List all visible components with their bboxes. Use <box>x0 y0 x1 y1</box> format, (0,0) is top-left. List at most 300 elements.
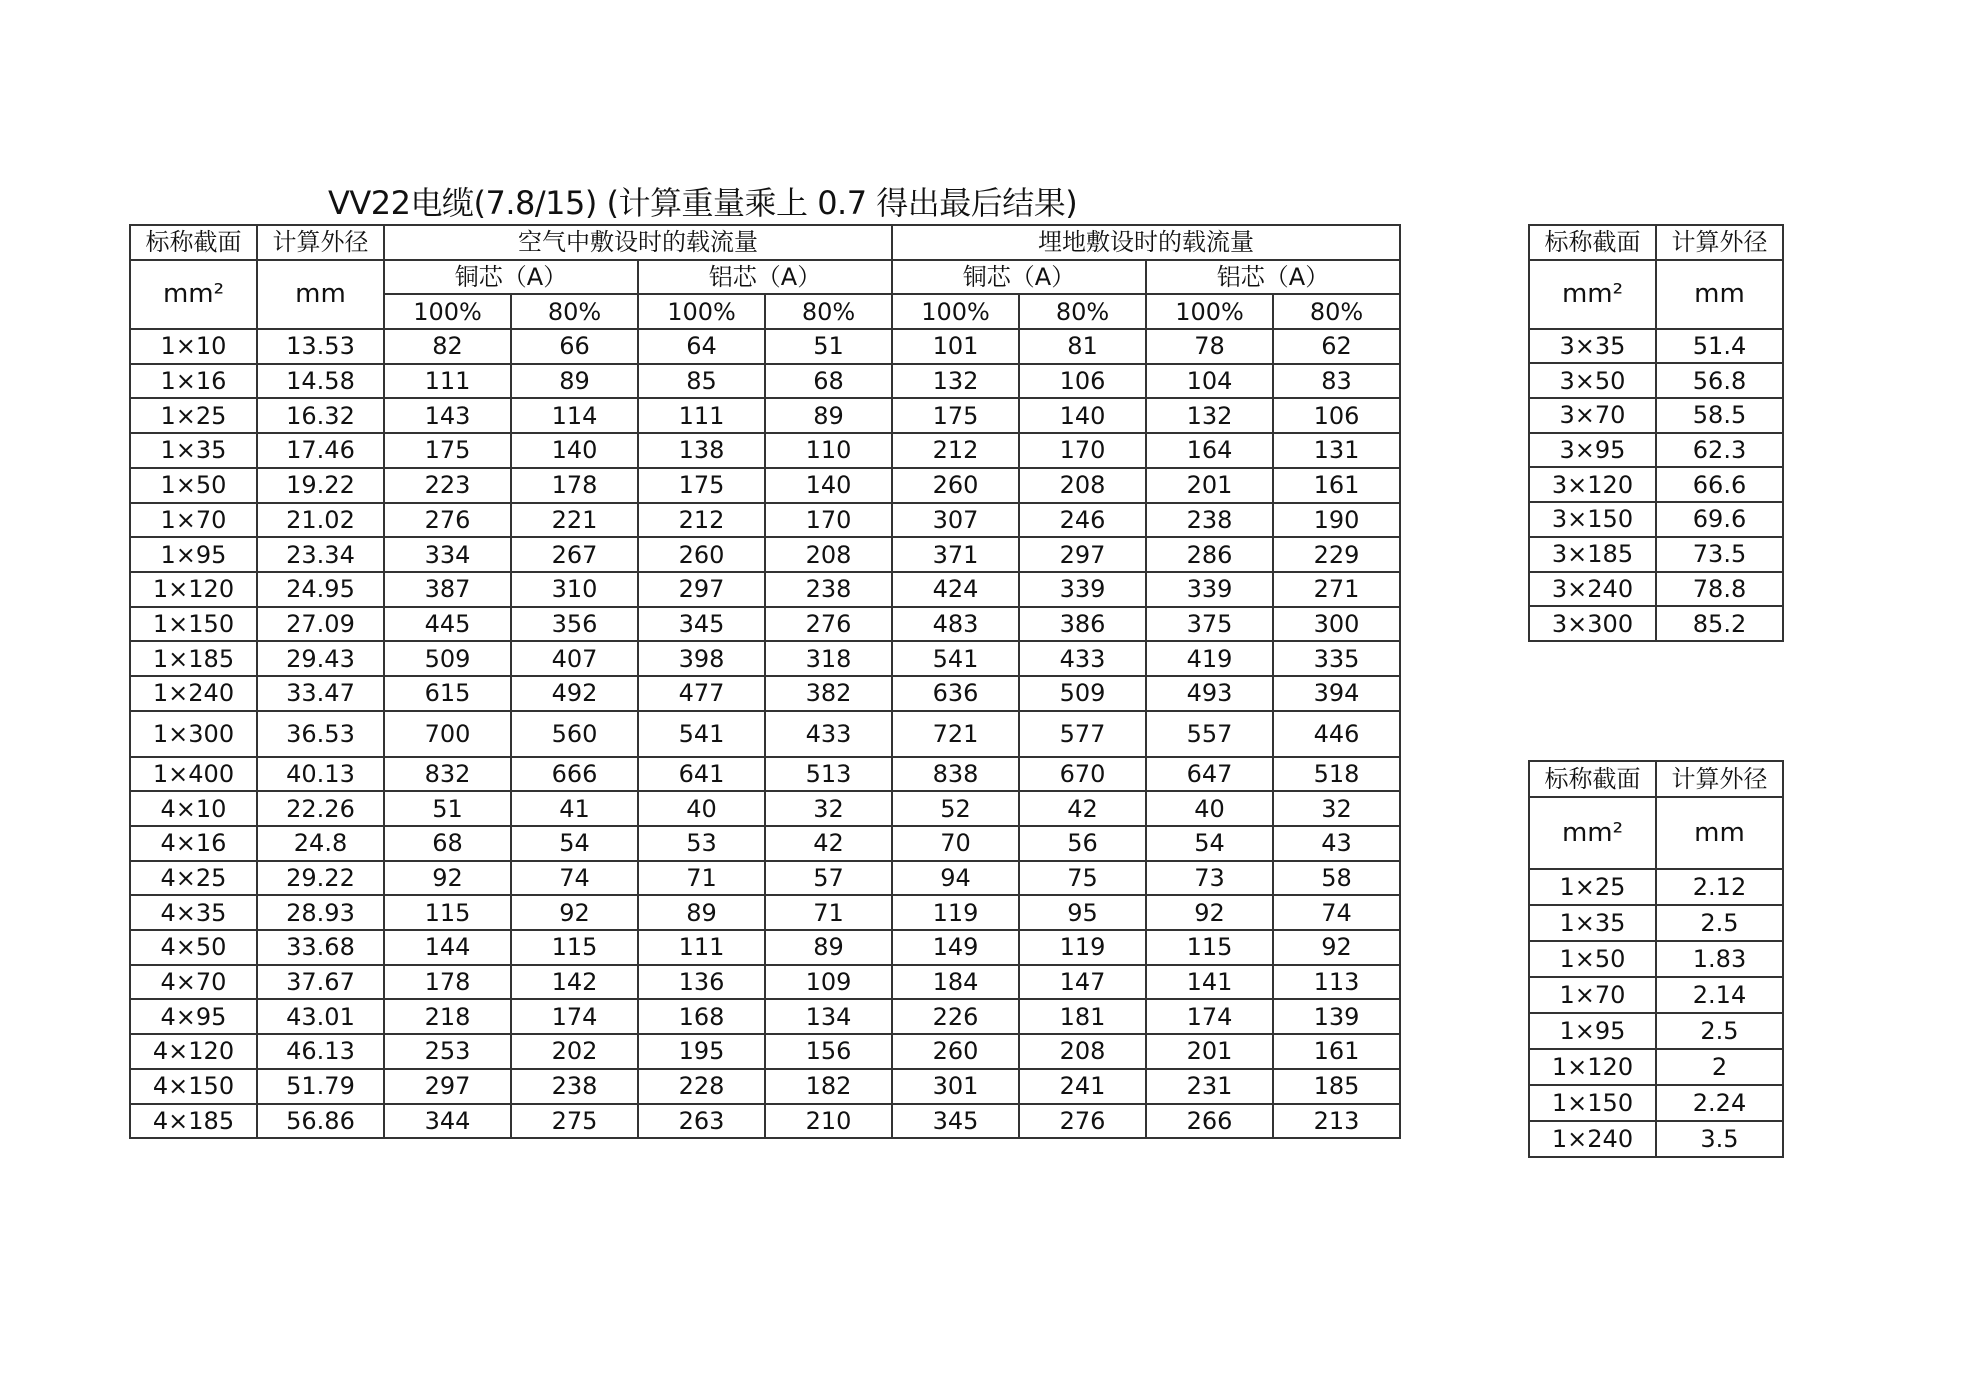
cell-ground-al-80: 139 <box>1273 999 1400 1034</box>
cell-ground-cu-80: 577 <box>1019 711 1146 757</box>
cell-ground-al-100: 375 <box>1146 607 1273 642</box>
table-row <box>1529 572 1783 607</box>
table-row <box>1529 905 1783 941</box>
cell-section: 3×185 <box>1529 537 1656 572</box>
cell-air-cu-80: 142 <box>511 965 638 1000</box>
cell-section: 3×120 <box>1529 467 1656 502</box>
side1-header-row <box>1529 225 1783 260</box>
cell-ground-cu-100: 636 <box>892 676 1019 711</box>
cell-section: 1×25 <box>130 398 257 433</box>
cell-air-al-100: 641 <box>638 757 765 792</box>
cell-air-cu-80: 89 <box>511 364 638 399</box>
cell-air-cu-100: 178 <box>384 965 511 1000</box>
cell-air-al-80: 170 <box>765 503 892 538</box>
cell-air-cu-80: 202 <box>511 1034 638 1069</box>
cell-section: 1×150 <box>1529 1085 1656 1121</box>
cell-air-cu-100: 143 <box>384 398 511 433</box>
cell-diameter: 2.24 <box>1656 1085 1783 1121</box>
cell-air-al-100: 477 <box>638 676 765 711</box>
table-row <box>1529 941 1783 977</box>
pct-80: 80% <box>1019 294 1146 329</box>
cell-ground-cu-80: 433 <box>1019 641 1146 676</box>
cell-diameter: 33.68 <box>257 930 384 965</box>
cell-ground-cu-80: 140 <box>1019 398 1146 433</box>
cell-ground-al-80: 185 <box>1273 1069 1400 1104</box>
cell-air-al-80: 208 <box>765 537 892 572</box>
cell-air-al-80: 513 <box>765 757 892 792</box>
cell-section: 1×95 <box>130 537 257 572</box>
cell-section: 1×150 <box>130 607 257 642</box>
cell-air-al-100: 111 <box>638 930 765 965</box>
cell-air-al-80: 57 <box>765 861 892 896</box>
cell-section: 3×240 <box>1529 572 1656 607</box>
page-title: VV22电缆(7.8/15) (计算重量乘上 0.7 得出最后结果) <box>328 184 1078 222</box>
table-row <box>1529 398 1783 433</box>
cell-air-al-80: 140 <box>765 468 892 503</box>
cell-section: 1×120 <box>1529 1049 1656 1085</box>
cell-air-cu-80: 666 <box>511 757 638 792</box>
cell-ground-al-100: 231 <box>1146 1069 1273 1104</box>
cell-air-al-80: 51 <box>765 329 892 364</box>
table-row <box>130 468 1400 503</box>
side2-unit-row <box>1529 797 1783 869</box>
cell-air-cu-100: 700 <box>384 711 511 757</box>
pct-100: 100% <box>1146 294 1273 329</box>
cell-diameter: 2.14 <box>1656 977 1783 1013</box>
header-ground-group: 埋地敷设时的载流量 <box>892 225 1400 260</box>
cell-air-al-80: 71 <box>765 895 892 930</box>
cell-ground-al-100: 266 <box>1146 1104 1273 1139</box>
cell-diameter: 69.6 <box>1656 502 1783 537</box>
pct-100: 100% <box>892 294 1019 329</box>
table-row <box>1529 606 1783 641</box>
side1-header-section: 标称截面 <box>1529 225 1656 260</box>
cell-diameter: 17.46 <box>257 433 384 468</box>
cell-air-cu-80: 356 <box>511 607 638 642</box>
table-row <box>130 676 1400 711</box>
cell-ground-cu-80: 81 <box>1019 329 1146 364</box>
cell-air-cu-80: 492 <box>511 676 638 711</box>
cell-air-al-100: 138 <box>638 433 765 468</box>
table-row <box>130 711 1400 757</box>
cell-section: 1×35 <box>1529 905 1656 941</box>
cell-air-al-100: 64 <box>638 329 765 364</box>
cell-ground-al-80: 92 <box>1273 930 1400 965</box>
cell-ground-cu-80: 119 <box>1019 930 1146 965</box>
cell-air-al-100: 53 <box>638 826 765 861</box>
cell-ground-al-80: 43 <box>1273 826 1400 861</box>
table-row <box>130 826 1400 861</box>
cell-ground-cu-80: 181 <box>1019 999 1146 1034</box>
cell-ground-al-100: 493 <box>1146 676 1273 711</box>
cell-air-al-100: 541 <box>638 711 765 757</box>
cell-air-cu-80: 310 <box>511 572 638 607</box>
cell-section: 3×95 <box>1529 433 1656 468</box>
cell-section: 3×35 <box>1529 329 1656 364</box>
header-row-2 <box>130 260 1400 295</box>
table-row <box>130 757 1400 792</box>
cell-air-al-80: 318 <box>765 641 892 676</box>
cell-ground-cu-80: 386 <box>1019 607 1146 642</box>
cell-ground-cu-80: 208 <box>1019 468 1146 503</box>
cell-ground-cu-100: 345 <box>892 1104 1019 1139</box>
table-row <box>1529 467 1783 502</box>
table-row <box>130 537 1400 572</box>
table-row <box>130 641 1400 676</box>
cell-ground-cu-100: 175 <box>892 398 1019 433</box>
cell-ground-al-100: 104 <box>1146 364 1273 399</box>
cell-ground-al-100: 286 <box>1146 537 1273 572</box>
cell-ground-cu-80: 56 <box>1019 826 1146 861</box>
cell-diameter: 2.5 <box>1656 1013 1783 1049</box>
cell-ground-al-100: 238 <box>1146 503 1273 538</box>
cell-section: 1×35 <box>130 433 257 468</box>
cell-diameter: 85.2 <box>1656 606 1783 641</box>
pct-80: 80% <box>1273 294 1400 329</box>
cell-ground-cu-80: 339 <box>1019 572 1146 607</box>
cell-section: 1×70 <box>130 503 257 538</box>
cell-air-cu-80: 115 <box>511 930 638 965</box>
cell-ground-al-80: 300 <box>1273 607 1400 642</box>
cell-section: 1×16 <box>130 364 257 399</box>
cell-ground-al-80: 161 <box>1273 468 1400 503</box>
cell-air-al-100: 89 <box>638 895 765 930</box>
cell-ground-al-80: 32 <box>1273 791 1400 826</box>
cell-air-cu-80: 275 <box>511 1104 638 1139</box>
cell-ground-cu-100: 307 <box>892 503 1019 538</box>
side1-unit-section: mm² <box>1529 260 1656 329</box>
cell-air-cu-100: 111 <box>384 364 511 399</box>
side2-header-section: 标称截面 <box>1529 761 1656 797</box>
cell-ground-cu-80: 509 <box>1019 676 1146 711</box>
cell-diameter: 16.32 <box>257 398 384 433</box>
cell-air-al-80: 382 <box>765 676 892 711</box>
side1-unit-row <box>1529 260 1783 329</box>
table-row <box>130 791 1400 826</box>
pct-80: 80% <box>511 294 638 329</box>
cell-air-al-80: 156 <box>765 1034 892 1069</box>
cell-diameter: 58.5 <box>1656 398 1783 433</box>
cell-diameter: 37.67 <box>257 965 384 1000</box>
cell-ground-cu-80: 147 <box>1019 965 1146 1000</box>
cell-diameter: 43.01 <box>257 999 384 1034</box>
cell-ground-cu-100: 838 <box>892 757 1019 792</box>
cell-air-cu-80: 41 <box>511 791 638 826</box>
cell-ground-al-80: 213 <box>1273 1104 1400 1139</box>
cell-section: 4×10 <box>130 791 257 826</box>
cell-air-cu-100: 344 <box>384 1104 511 1139</box>
cell-diameter: 2.12 <box>1656 869 1783 905</box>
cell-diameter: 28.93 <box>257 895 384 930</box>
cell-air-cu-100: 82 <box>384 329 511 364</box>
cell-air-al-80: 238 <box>765 572 892 607</box>
table-row <box>130 364 1400 399</box>
cell-ground-al-80: 446 <box>1273 711 1400 757</box>
header-nominal-section: 标称截面 <box>130 225 257 260</box>
table-row <box>1529 502 1783 537</box>
table-row <box>130 1104 1400 1139</box>
cell-section: 4×150 <box>130 1069 257 1104</box>
side2-unit-diameter: mm <box>1656 797 1783 869</box>
table-row <box>130 861 1400 896</box>
table-row <box>1529 1085 1783 1121</box>
cell-air-cu-100: 832 <box>384 757 511 792</box>
cell-air-al-100: 71 <box>638 861 765 896</box>
cell-diameter: 51.4 <box>1656 329 1783 364</box>
side1-unit-diameter: mm <box>1656 260 1783 329</box>
cell-ground-al-80: 106 <box>1273 398 1400 433</box>
cell-diameter: 73.5 <box>1656 537 1783 572</box>
cell-section: 1×50 <box>130 468 257 503</box>
cell-diameter: 27.09 <box>257 607 384 642</box>
cell-air-cu-100: 218 <box>384 999 511 1034</box>
cell-air-al-100: 228 <box>638 1069 765 1104</box>
cell-section: 4×50 <box>130 930 257 965</box>
cell-diameter: 66.6 <box>1656 467 1783 502</box>
cell-ground-cu-80: 241 <box>1019 1069 1146 1104</box>
cell-ground-cu-100: 301 <box>892 1069 1019 1104</box>
cell-air-al-100: 175 <box>638 468 765 503</box>
cell-air-cu-80: 221 <box>511 503 638 538</box>
cell-ground-al-100: 132 <box>1146 398 1273 433</box>
cell-air-al-100: 168 <box>638 999 765 1034</box>
cell-ground-al-100: 115 <box>1146 930 1273 965</box>
cell-air-cu-80: 238 <box>511 1069 638 1104</box>
cell-diameter: 78.8 <box>1656 572 1783 607</box>
cell-ground-al-80: 74 <box>1273 895 1400 930</box>
cell-ground-al-100: 141 <box>1146 965 1273 1000</box>
table-row <box>130 503 1400 538</box>
cell-ground-al-80: 229 <box>1273 537 1400 572</box>
cell-air-al-100: 263 <box>638 1104 765 1139</box>
cell-air-al-100: 195 <box>638 1034 765 1069</box>
cell-ground-cu-100: 371 <box>892 537 1019 572</box>
cell-air-al-100: 85 <box>638 364 765 399</box>
cell-ground-al-100: 73 <box>1146 861 1273 896</box>
cell-diameter: 33.47 <box>257 676 384 711</box>
cell-diameter: 21.02 <box>257 503 384 538</box>
cell-ground-al-100: 92 <box>1146 895 1273 930</box>
cell-air-al-80: 68 <box>765 364 892 399</box>
cell-ground-cu-80: 106 <box>1019 364 1146 399</box>
header-calc-diameter: 计算外径 <box>257 225 384 260</box>
cell-air-cu-80: 560 <box>511 711 638 757</box>
cell-air-al-80: 89 <box>765 930 892 965</box>
cell-air-al-100: 212 <box>638 503 765 538</box>
three-core-diameter-table <box>1528 224 1784 642</box>
cell-air-cu-100: 115 <box>384 895 511 930</box>
table-row <box>1529 363 1783 398</box>
cell-ground-cu-80: 276 <box>1019 1104 1146 1139</box>
cell-ground-cu-100: 94 <box>892 861 1019 896</box>
cell-ground-cu-80: 246 <box>1019 503 1146 538</box>
cell-ground-cu-100: 70 <box>892 826 1019 861</box>
cell-air-al-80: 109 <box>765 965 892 1000</box>
cell-air-al-100: 297 <box>638 572 765 607</box>
header-ground-aluminum: 铝芯（A） <box>1146 260 1400 295</box>
cell-air-cu-80: 66 <box>511 329 638 364</box>
cell-air-cu-100: 223 <box>384 468 511 503</box>
cell-section: 4×35 <box>130 895 257 930</box>
cell-section: 4×185 <box>130 1104 257 1139</box>
cell-diameter: 14.58 <box>257 364 384 399</box>
cell-section: 1×240 <box>1529 1121 1656 1157</box>
cell-diameter: 22.26 <box>257 791 384 826</box>
single-core-diameter-table <box>1528 760 1784 1158</box>
cell-air-cu-80: 54 <box>511 826 638 861</box>
cell-air-al-80: 110 <box>765 433 892 468</box>
cell-air-cu-80: 114 <box>511 398 638 433</box>
cell-air-al-80: 32 <box>765 791 892 826</box>
table-row <box>1529 1013 1783 1049</box>
cell-diameter: 2.5 <box>1656 905 1783 941</box>
cell-diameter: 56.8 <box>1656 363 1783 398</box>
cell-air-cu-80: 174 <box>511 999 638 1034</box>
table-row <box>1529 537 1783 572</box>
cell-ground-al-80: 518 <box>1273 757 1400 792</box>
cell-air-al-80: 89 <box>765 398 892 433</box>
cell-ground-cu-100: 260 <box>892 468 1019 503</box>
table-row <box>1529 1049 1783 1085</box>
cell-ground-cu-80: 170 <box>1019 433 1146 468</box>
cell-air-al-100: 111 <box>638 398 765 433</box>
cell-air-al-80: 276 <box>765 607 892 642</box>
table-row <box>130 999 1400 1034</box>
header-ground-copper: 铜芯（A） <box>892 260 1146 295</box>
cell-air-cu-100: 68 <box>384 826 511 861</box>
cell-section: 1×185 <box>130 641 257 676</box>
cell-air-al-80: 42 <box>765 826 892 861</box>
cell-air-al-100: 345 <box>638 607 765 642</box>
cell-ground-al-100: 201 <box>1146 468 1273 503</box>
table-row <box>130 433 1400 468</box>
cell-air-al-100: 260 <box>638 537 765 572</box>
cell-ground-al-100: 647 <box>1146 757 1273 792</box>
cell-air-al-80: 433 <box>765 711 892 757</box>
table-row <box>130 1069 1400 1104</box>
cell-section: 1×300 <box>130 711 257 757</box>
cell-diameter: 3.5 <box>1656 1121 1783 1157</box>
cell-ground-cu-100: 132 <box>892 364 1019 399</box>
cell-diameter: 40.13 <box>257 757 384 792</box>
cell-ground-al-80: 131 <box>1273 433 1400 468</box>
cell-diameter: 19.22 <box>257 468 384 503</box>
table-row <box>130 607 1400 642</box>
cell-air-cu-100: 175 <box>384 433 511 468</box>
table-row <box>1529 329 1783 364</box>
table-row <box>130 895 1400 930</box>
unit-diameter: mm <box>257 260 384 329</box>
unit-section: mm² <box>130 260 257 329</box>
cell-diameter: 29.22 <box>257 861 384 896</box>
cell-ground-al-100: 339 <box>1146 572 1273 607</box>
cell-diameter: 62.3 <box>1656 433 1783 468</box>
side1-header-diameter: 计算外径 <box>1656 225 1783 260</box>
cell-section: 3×150 <box>1529 502 1656 537</box>
cell-air-cu-80: 92 <box>511 895 638 930</box>
table-row <box>1529 869 1783 905</box>
table-row <box>130 398 1400 433</box>
cell-air-cu-100: 51 <box>384 791 511 826</box>
cell-ground-cu-100: 260 <box>892 1034 1019 1069</box>
pct-100: 100% <box>384 294 511 329</box>
cell-ground-al-100: 201 <box>1146 1034 1273 1069</box>
table-row <box>130 572 1400 607</box>
cell-air-cu-80: 407 <box>511 641 638 676</box>
cell-air-cu-100: 615 <box>384 676 511 711</box>
cell-diameter: 56.86 <box>257 1104 384 1139</box>
cell-ground-al-100: 78 <box>1146 329 1273 364</box>
cell-diameter: 13.53 <box>257 329 384 364</box>
cell-ground-cu-80: 75 <box>1019 861 1146 896</box>
table-row <box>130 1034 1400 1069</box>
side2-header-row <box>1529 761 1783 797</box>
cell-ground-cu-100: 52 <box>892 791 1019 826</box>
cell-section: 3×50 <box>1529 363 1656 398</box>
cell-section: 1×10 <box>130 329 257 364</box>
cell-section: 4×70 <box>130 965 257 1000</box>
header-air-group: 空气中敷设时的载流量 <box>384 225 892 260</box>
cell-section: 1×240 <box>130 676 257 711</box>
cell-ground-cu-100: 149 <box>892 930 1019 965</box>
cell-ground-al-80: 58 <box>1273 861 1400 896</box>
cell-ground-cu-100: 101 <box>892 329 1019 364</box>
cell-diameter: 46.13 <box>257 1034 384 1069</box>
cell-ground-al-80: 161 <box>1273 1034 1400 1069</box>
table-row <box>1529 433 1783 468</box>
cell-ground-cu-80: 670 <box>1019 757 1146 792</box>
cell-air-cu-100: 92 <box>384 861 511 896</box>
cell-ground-cu-100: 119 <box>892 895 1019 930</box>
header-row-1 <box>130 225 1400 260</box>
ampacity-table <box>129 224 1401 1139</box>
table-row <box>130 329 1400 364</box>
cell-ground-cu-80: 208 <box>1019 1034 1146 1069</box>
cell-ground-al-80: 83 <box>1273 364 1400 399</box>
cell-diameter: 24.95 <box>257 572 384 607</box>
cell-ground-al-100: 419 <box>1146 641 1273 676</box>
cell-air-cu-100: 297 <box>384 1069 511 1104</box>
cell-ground-cu-80: 95 <box>1019 895 1146 930</box>
cell-ground-al-100: 557 <box>1146 711 1273 757</box>
cell-diameter: 24.8 <box>257 826 384 861</box>
cell-diameter: 29.43 <box>257 641 384 676</box>
cell-ground-al-80: 190 <box>1273 503 1400 538</box>
cell-air-al-100: 40 <box>638 791 765 826</box>
cell-air-cu-80: 74 <box>511 861 638 896</box>
cell-air-al-80: 210 <box>765 1104 892 1139</box>
cell-ground-al-80: 113 <box>1273 965 1400 1000</box>
cell-section: 4×95 <box>130 999 257 1034</box>
side2-header-diameter: 计算外径 <box>1656 761 1783 797</box>
cell-section: 1×95 <box>1529 1013 1656 1049</box>
pct-100: 100% <box>638 294 765 329</box>
cell-ground-al-100: 40 <box>1146 791 1273 826</box>
cell-section: 1×50 <box>1529 941 1656 977</box>
cell-air-cu-100: 276 <box>384 503 511 538</box>
table-row <box>1529 1121 1783 1157</box>
cell-air-al-100: 398 <box>638 641 765 676</box>
cell-section: 1×70 <box>1529 977 1656 1013</box>
cell-air-cu-80: 178 <box>511 468 638 503</box>
cell-section: 1×120 <box>130 572 257 607</box>
cell-air-cu-100: 509 <box>384 641 511 676</box>
cell-ground-al-80: 271 <box>1273 572 1400 607</box>
cell-diameter: 51.79 <box>257 1069 384 1104</box>
cell-ground-al-80: 62 <box>1273 329 1400 364</box>
table-row <box>130 965 1400 1000</box>
cell-air-al-80: 134 <box>765 999 892 1034</box>
